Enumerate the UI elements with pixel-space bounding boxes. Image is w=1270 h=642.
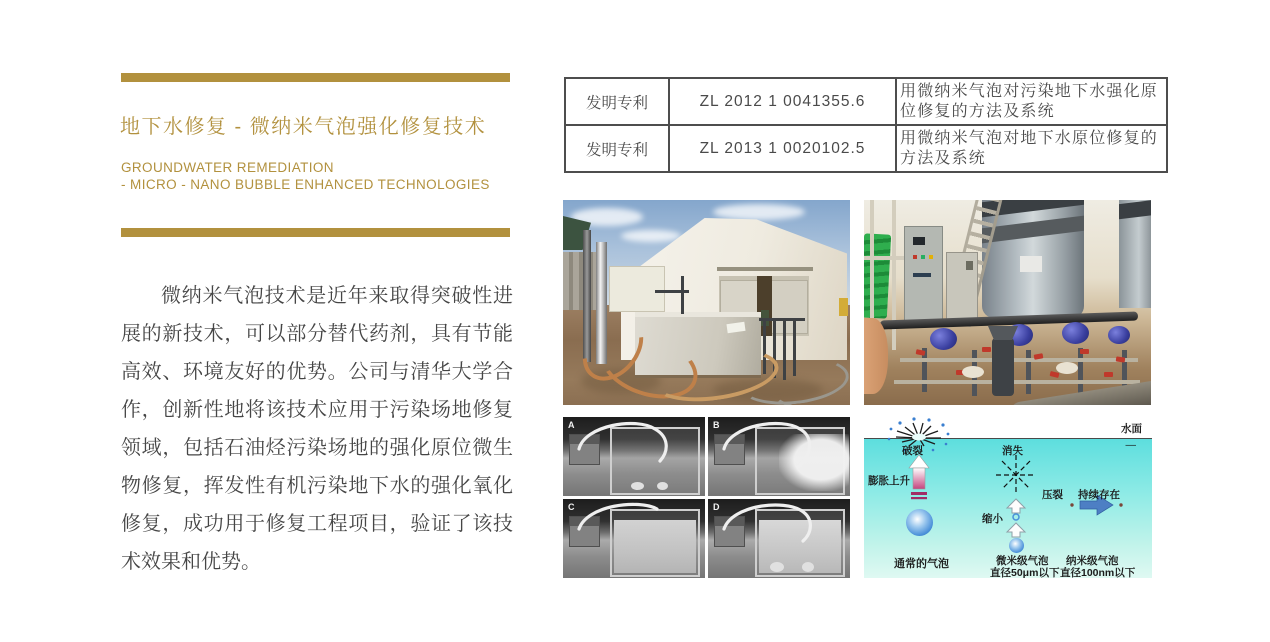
lab-panel-c bbox=[563, 499, 705, 578]
pump bbox=[1062, 322, 1089, 344]
patent-type: 发明专利 bbox=[565, 78, 669, 125]
center-valve bbox=[992, 338, 1014, 396]
panel-label: A bbox=[568, 420, 575, 430]
shrink-chevron-icons bbox=[1007, 499, 1025, 537]
divider-top bbox=[121, 73, 510, 82]
page-subtitle bbox=[121, 159, 521, 193]
label-persist: 持续存在 bbox=[1078, 489, 1120, 501]
patent-title: 用微纳米气泡对地下水原位修复的方法及系统 bbox=[896, 125, 1167, 172]
patent-row bbox=[565, 78, 1167, 125]
label-water-surface: 水面 bbox=[1121, 423, 1142, 435]
yellow-post bbox=[839, 298, 848, 316]
patent-number: ZL 2013 1 0020102.5 bbox=[669, 125, 896, 172]
pump bbox=[930, 328, 957, 350]
photo-equipment-room bbox=[864, 200, 1151, 405]
patent-row bbox=[565, 125, 1167, 172]
intro-paragraph: 微纳米气泡技术是近年来取得突破性进展的新技术，可以部分替代药剂，具有节能高效、环境友好的优势。公司与清华大学合作，创新性地将该技术应用于污染场地修复领域，包括石油烃污染场地的强化原位微生物修复，挥发性有机污染地下水的强化氧化修复，成功用于修复工程项目，验证了该技术效果和优势。 bbox=[121, 285, 513, 573]
patent-table bbox=[564, 77, 1168, 173]
subtitle-line2: - MICRO - NANO BUBBLE ENHANCED TECHNOLOGIES bbox=[121, 177, 490, 192]
lab-panel-d bbox=[708, 499, 850, 578]
label-surface-tick: — bbox=[1125, 439, 1136, 451]
label-disappear: 消失 bbox=[1002, 445, 1023, 457]
white-container bbox=[609, 266, 665, 312]
green-stack bbox=[864, 233, 891, 318]
disappear-starburst-icon bbox=[996, 455, 1036, 495]
label-shrink: 缩小 bbox=[982, 513, 1003, 525]
control-cabinet bbox=[904, 226, 943, 324]
patent-type: 发明专利 bbox=[565, 125, 669, 172]
subtitle-line1: GROUNDWATER REMEDIATION bbox=[121, 160, 334, 175]
panel-label: B bbox=[713, 420, 720, 430]
patent-title: 用微纳米气泡对污染地下水强化原位修复的方法及系统 bbox=[896, 78, 1167, 125]
figure-bubble-diagram bbox=[864, 417, 1152, 578]
label-micro-diameter: 直径50μm以下 bbox=[990, 567, 1060, 578]
panel-label: C bbox=[568, 502, 575, 512]
label-nano-diameter: 直径100nm以下 bbox=[1060, 567, 1136, 578]
lab-panel-a bbox=[563, 417, 705, 496]
label-ordinary-bubble: 通常的气泡 bbox=[894, 558, 949, 570]
label-expand-rise: 膨胀上升 bbox=[868, 475, 910, 487]
divider-bottom bbox=[121, 228, 510, 237]
right-tank bbox=[1119, 200, 1151, 308]
label-burst: 破裂 bbox=[902, 445, 923, 457]
page-title: 地下水修复 - 微纳米气泡强化修复技术 bbox=[120, 116, 487, 138]
pump bbox=[1108, 326, 1130, 344]
electrical-box bbox=[946, 252, 978, 324]
figure-lab-experiment bbox=[563, 417, 850, 578]
patent-number: ZL 2012 1 0041355.6 bbox=[669, 78, 896, 125]
label-nano-bubble: 纳米级气泡 bbox=[1066, 555, 1119, 567]
lab-panel-b bbox=[708, 417, 850, 496]
panel-label: D bbox=[713, 502, 720, 512]
rise-arrow-icon bbox=[909, 455, 929, 499]
label-micro-bubble: 微米级气泡 bbox=[996, 555, 1049, 567]
photo-remediation-site-tent bbox=[563, 200, 850, 405]
storage-boxes bbox=[563, 252, 599, 310]
label-crush: 压裂 bbox=[1042, 489, 1063, 501]
